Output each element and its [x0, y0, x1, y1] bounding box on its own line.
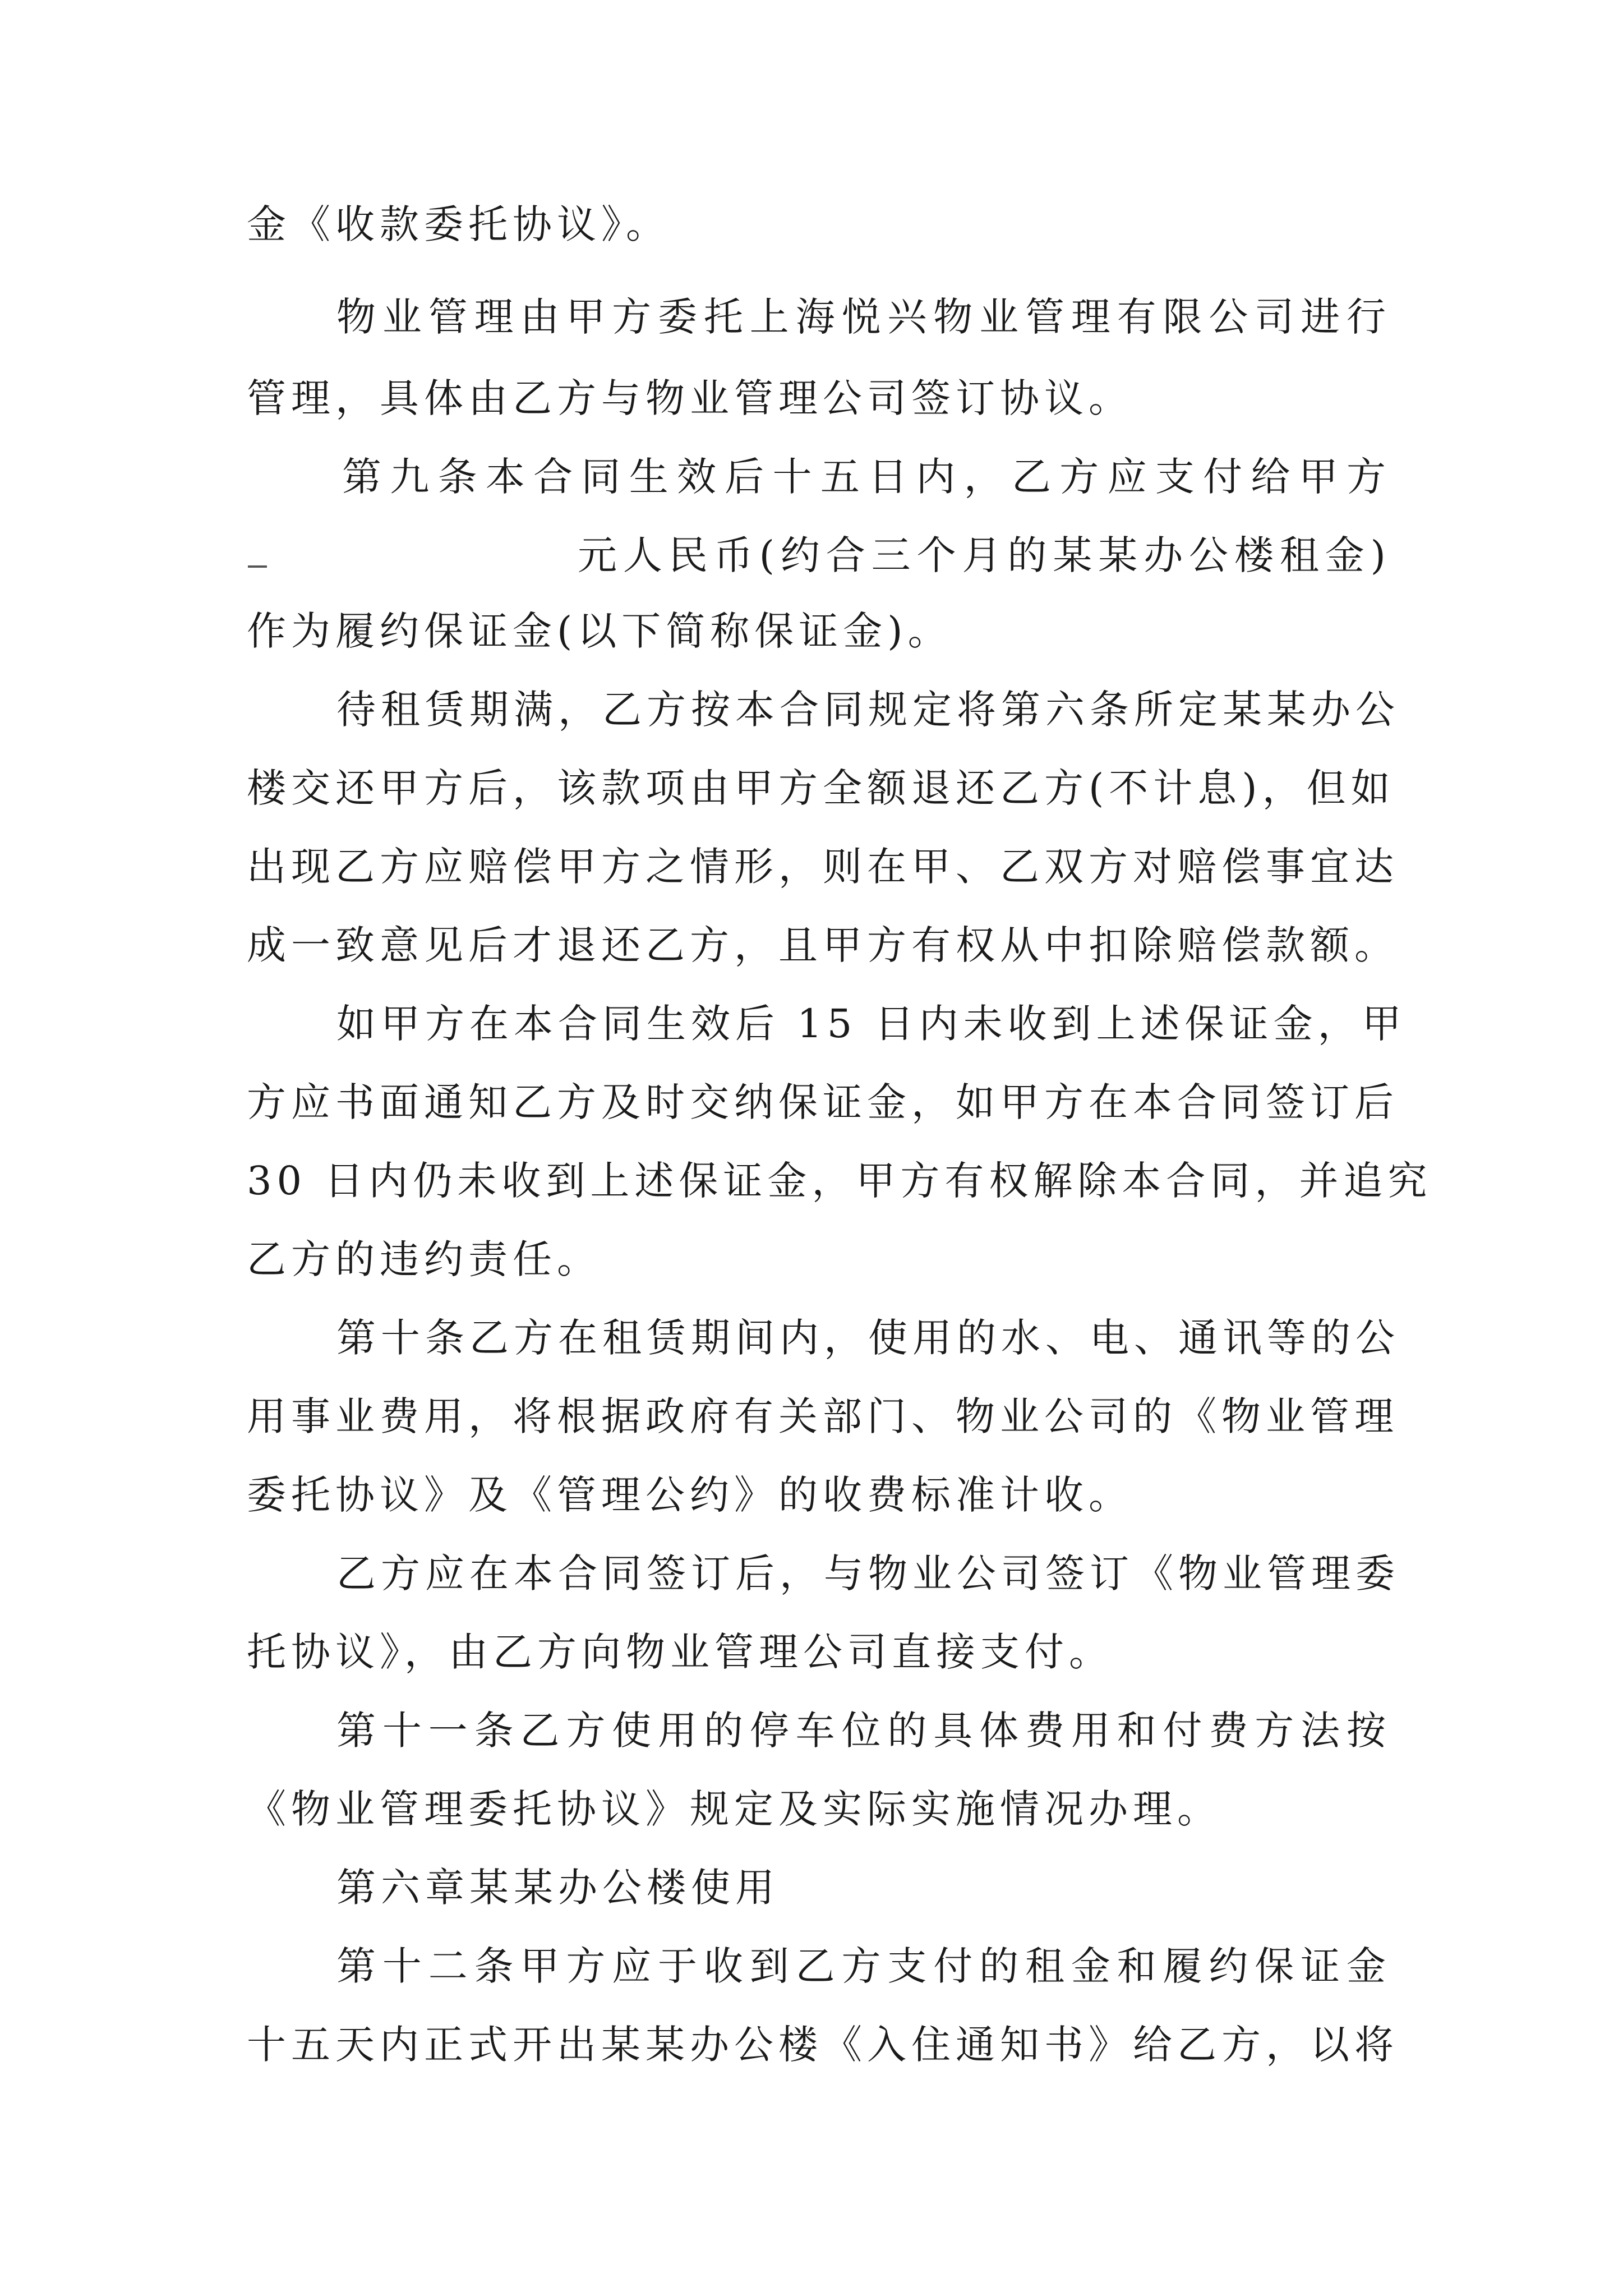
text-line-10: 成一致意见后才退还乙方，且甲方有权从中扣除赔偿款额。 [247, 922, 1399, 968]
text-line-19: 托协议》，由乙方向物业管理公司直接支付。 [247, 1629, 1113, 1675]
text-line-7: 待租赁期满，乙方按本合同规定将第六条所定某某办公 [336, 687, 1400, 733]
blank-underline-mark [248, 565, 267, 568]
text-line-16: 用事业费用，将根据政府有关部门、物业公司的《物业管理 [247, 1393, 1399, 1439]
text-line-8: 楼交还甲方后，该款项由甲方全额退还乙方(不计息)，但如 [247, 765, 1395, 811]
chapter-heading: 第六章某某办公楼使用 [336, 1865, 780, 1911]
text-line-14: 乙方的违约责任。 [247, 1236, 601, 1282]
text-line-6: 作为履约保证金(以下简称保证金)。 [247, 608, 952, 654]
text-line-12: 方应书面通知乙方及时交纳保证金，如甲方在本合同签订后 [247, 1079, 1399, 1125]
text-line-5: 元人民币(约合三个月的某某办公楼租金) [578, 532, 1391, 578]
text-line-18: 乙方应在本合同签订后，与物业公司签订《物业管理委 [336, 1550, 1400, 1596]
text-line-17: 委托协议》及《管理公约》的收费标准计收。 [247, 1472, 1133, 1518]
text-line-20: 第十一条乙方使用的停车位的具体费用和付费方法按 [336, 1708, 1391, 1754]
text-line-24: 十五天内正式开出某某办公楼《入住通知书》给乙方，以将 [247, 2022, 1399, 2068]
text-line-13: 30 日内仍未收到上述保证金，甲方有权解除本合同，并追究 [247, 1158, 1432, 1204]
text-line-4: 第九条本合同生效后十五日内，乙方应支付给甲方 [342, 454, 1391, 500]
text-line-11: 如甲方在本合同生效后 15 日内未收到上述保证金，甲 [336, 1001, 1407, 1047]
text-line-15: 第十条乙方在租赁期间内，使用的水、电、通讯等的公 [336, 1315, 1400, 1361]
text-line-2: 物业管理由甲方委托上海悦兴物业管理有限公司进行 [336, 294, 1391, 340]
text-line-9: 出现乙方应赔偿甲方之情形，则在甲、乙双方对赔偿事宜达 [247, 844, 1399, 890]
text-line-21: 《物业管理委托协议》规定及实际实施情况办理。 [247, 1786, 1221, 1832]
text-line-3: 管理，具体由乙方与物业管理公司签订协议。 [247, 375, 1133, 421]
text-line-1: 金《收款委托协议》。 [247, 201, 670, 247]
text-line-23: 第十二条甲方应于收到乙方支付的租金和履约保证金 [336, 1943, 1391, 1989]
